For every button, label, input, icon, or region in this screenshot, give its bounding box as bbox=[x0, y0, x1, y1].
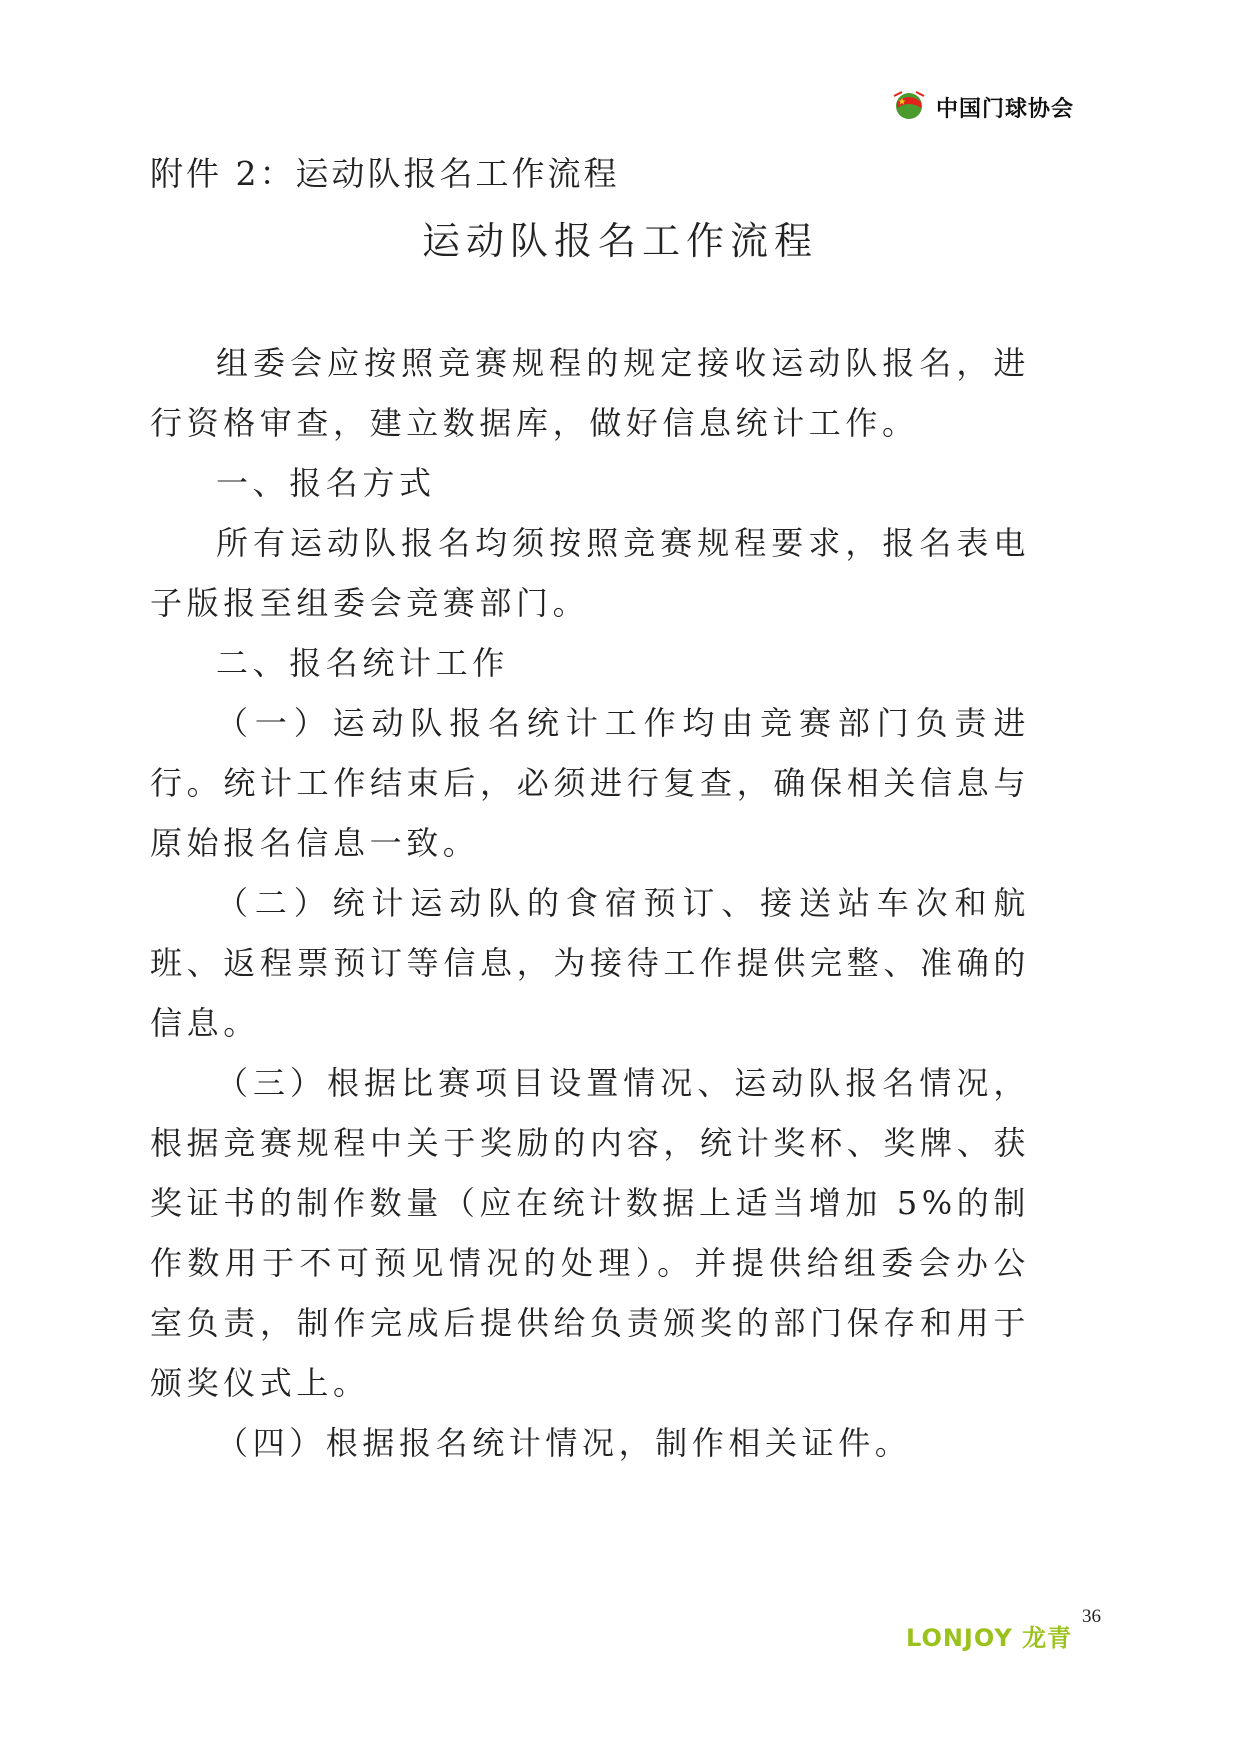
statistics-item-1: （一）运动队报名统计工作均由竞赛部门负责进行。统计工作结束后，必须进行复查，确保相关信息与原始报名信息一致。 bbox=[150, 704, 1030, 862]
statistics-item-4: （四）根据报名统计情况，制作相关证件。 bbox=[216, 1424, 912, 1462]
china-flag-ball-icon bbox=[892, 90, 926, 120]
section-heading-registration-method: 一、报名方式 bbox=[216, 464, 436, 502]
section-heading-registration-statistics: 二、报名统计工作 bbox=[216, 644, 509, 682]
document-body bbox=[150, 333, 1030, 1473]
page-number: 36 bbox=[1082, 1606, 1101, 1627]
org-name: 中国门球协会 bbox=[936, 97, 1075, 122]
attachment-label: 附件 2：运动队报名工作流程 bbox=[150, 154, 620, 193]
statistics-item-2: （二）统计运动队的食宿预订、接送站车次和航班、返程票预订等信息，为接待工作提供完整、准确的信息。 bbox=[150, 884, 1030, 1042]
footer-brand-logo: LONJOY 龙青 bbox=[906, 1624, 1073, 1652]
document-title: 运动队报名工作流程 bbox=[421, 219, 818, 263]
intro-paragraph: 组委会应按照竞赛规程的规定接收运动队报名，进行资格审查，建立数据库，做好信息统计工作。 bbox=[150, 344, 1030, 442]
registration-method-paragraph: 所有运动队报名均须按照竞赛规程要求，报名表电子版报至组委会竞赛部门。 bbox=[150, 524, 1030, 622]
statistics-item-3: （三）根据比赛项目设置情况、运动队报名情况，根据竞赛规程中关于奖励的内容，统计奖杯、奖牌、获奖证书的制作数量（应在统计数据上适当增加 5%的制作数用于不可预见情况的处理）。并提供给组委会办公室负责，制作完成后提供给负责颁奖的部门保存和用于颁奖仪式上。 bbox=[150, 1064, 1030, 1402]
header-logo bbox=[892, 86, 1074, 123]
